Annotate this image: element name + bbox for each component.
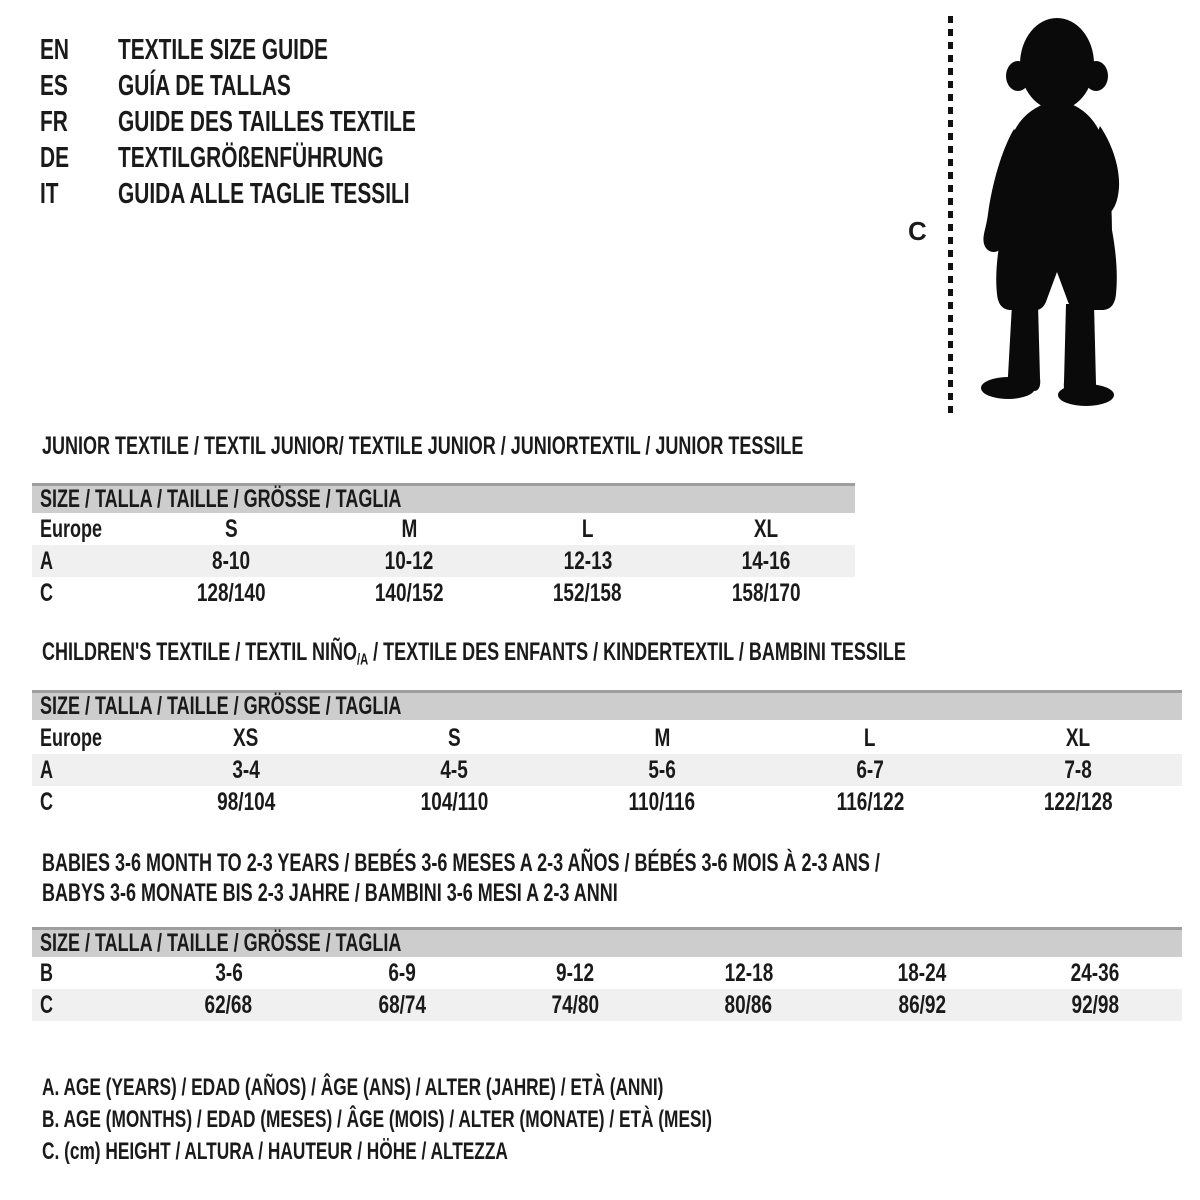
language-code: FR: [40, 106, 68, 138]
height-value: 158/170: [731, 578, 801, 607]
age-value: 4-5: [440, 755, 468, 784]
age-value: 12-13: [563, 546, 612, 575]
language-code: DE: [40, 142, 70, 174]
table-row-age-years: [32, 545, 855, 577]
size-value: L: [864, 723, 876, 752]
age-value: 18-24: [897, 958, 947, 987]
height-dashed-line: [948, 16, 953, 416]
height-value: 62/68: [204, 990, 253, 1019]
guide-title-en: TEXTILE SIZE GUIDE: [118, 34, 328, 66]
size-value: S: [447, 723, 461, 752]
height-value: 98/104: [216, 787, 276, 816]
row-label: C: [40, 578, 54, 607]
guide-title-it: GUIDA ALLE TAGLIE TESSILI: [118, 178, 410, 210]
size-value: XL: [753, 514, 779, 543]
toddler-silhouette-icon: [962, 14, 1137, 414]
table-row-age-years: [32, 754, 1182, 786]
height-value: 110/116: [628, 787, 696, 816]
age-value: 24-36: [1071, 958, 1120, 987]
size-value: L: [581, 514, 594, 543]
size-value: XS: [233, 723, 259, 752]
language-title-list: [40, 32, 532, 212]
height-value: 128/140: [196, 578, 266, 607]
age-value: 6-9: [388, 958, 416, 987]
junior-size-header-bar: [32, 483, 855, 513]
children-section-title: CHILDREN'S TEXTILE / TEXTIL $NIÑO_{/A}$ / TEXTILE DES ENFANTS / KINDERTEXTIL / BAMBINI TESSILE: [42, 638, 906, 669]
height-value: 140/152: [375, 578, 444, 607]
size-value: M: [654, 723, 670, 752]
size-header-label: SIZE / TALLA / TAILLE / GRÖSSE / TAGLIA: [40, 485, 402, 513]
table-row-europe: [32, 722, 1182, 754]
row-label: C: [40, 990, 54, 1019]
row-label: Europe: [40, 723, 103, 752]
language-row-it: [40, 176, 532, 212]
guide-title-fr: GUIDE DES TAILLES TEXTILE: [118, 106, 416, 138]
table-row-height-cm: [32, 989, 1182, 1021]
table-row-europe: [32, 513, 855, 545]
row-label: C: [40, 787, 54, 816]
row-label: A: [40, 546, 54, 575]
guide-title-es: GUÍA DE TALLAS: [118, 70, 291, 102]
junior-section-title: JUNIOR TEXTILE / TEXTIL JUNIOR/ TEXTILE JUNIOR / JUNIORTEXTIL / JUNIOR TESSILE: [42, 432, 804, 460]
height-value: 104/110: [420, 787, 488, 816]
age-value: 6-7: [856, 755, 884, 784]
guide-title-de: TEXTILGRÖßENFÜHRUNG: [118, 142, 384, 174]
language-row-es: [40, 68, 532, 104]
children-size-header-bar: [32, 690, 1182, 720]
row-label: A: [40, 755, 54, 784]
junior-size-table: [32, 513, 855, 609]
language-row-de: [40, 140, 532, 176]
language-row-en: [40, 32, 532, 68]
age-value: 3-4: [232, 755, 260, 784]
height-value: 86/92: [898, 990, 946, 1019]
row-label: Europe: [40, 514, 103, 543]
age-value: 9-12: [556, 958, 595, 987]
size-value: S: [224, 514, 238, 543]
age-value: 12-18: [724, 958, 773, 987]
table-row-age-months: [32, 957, 1182, 989]
age-value: 8-10: [212, 546, 251, 575]
age-value: 7-8: [1064, 755, 1092, 784]
babies-size-table: [32, 957, 1182, 1021]
babies-size-header-bar: [32, 927, 1182, 957]
measure-legend: [42, 1072, 973, 1168]
table-row-height-cm: [32, 577, 855, 609]
babies-section-title: BABIES 3-6 MONTH TO 2-3 YEARS / BEBÉS 3-6 MESES A 2-3 AÑOS / BÉBÉS 3-6 MOIS À 2-3 ANS / BABYS 3-6 MONATE BIS 2-3 JAHRE / BAMBINI 3-6 MESI A 2-3 ANNI: [42, 849, 880, 907]
language-code: IT: [40, 178, 59, 210]
height-value: 74/80: [551, 990, 600, 1019]
children-size-table: [32, 722, 1182, 818]
size-value: XL: [1065, 723, 1091, 752]
table-row-height-cm: [32, 786, 1182, 818]
age-value: 5-6: [648, 755, 676, 784]
size-value: M: [401, 514, 418, 543]
size-header-label: SIZE / TALLA / TAILLE / GRÖSSE / TAGLIA: [40, 929, 402, 957]
age-value: 10-12: [385, 546, 434, 575]
age-value: 3-6: [214, 958, 243, 987]
size-header-label: SIZE / TALLA / TAILLE / GRÖSSE / TAGLIA: [40, 692, 402, 720]
row-label: B: [40, 958, 54, 987]
height-value: 152/158: [553, 578, 622, 607]
height-value: 122/128: [1043, 787, 1113, 816]
height-value: 80/86: [724, 990, 773, 1019]
language-code: ES: [40, 70, 68, 102]
height-value: 116/122: [836, 787, 904, 816]
language-row-fr: [40, 104, 532, 140]
age-value: 14-16: [741, 546, 791, 575]
nino-a-subscript: /A: [356, 651, 369, 669]
height-value: 92/98: [1071, 990, 1120, 1019]
height-measure-label: C: [908, 216, 927, 246]
legend-age-years: A. AGE (YEARS) / EDAD (AÑOS) / ÂGE (ANS) / ALTER (JAHRE) / ETÀ (ANNI): [42, 1074, 664, 1101]
legend-height-cm: C. (cm) HEIGHT / ALTURA / HAUTEUR / HÖHE / ALTEZZA: [42, 1138, 508, 1165]
height-value: 68/74: [378, 990, 426, 1019]
legend-age-months: B. AGE (MONTHS) / EDAD (MESES) / ÂGE (MOIS) / ALTER (MONATE) / ETÀ (MESI): [42, 1106, 713, 1133]
language-code: EN: [40, 34, 70, 66]
